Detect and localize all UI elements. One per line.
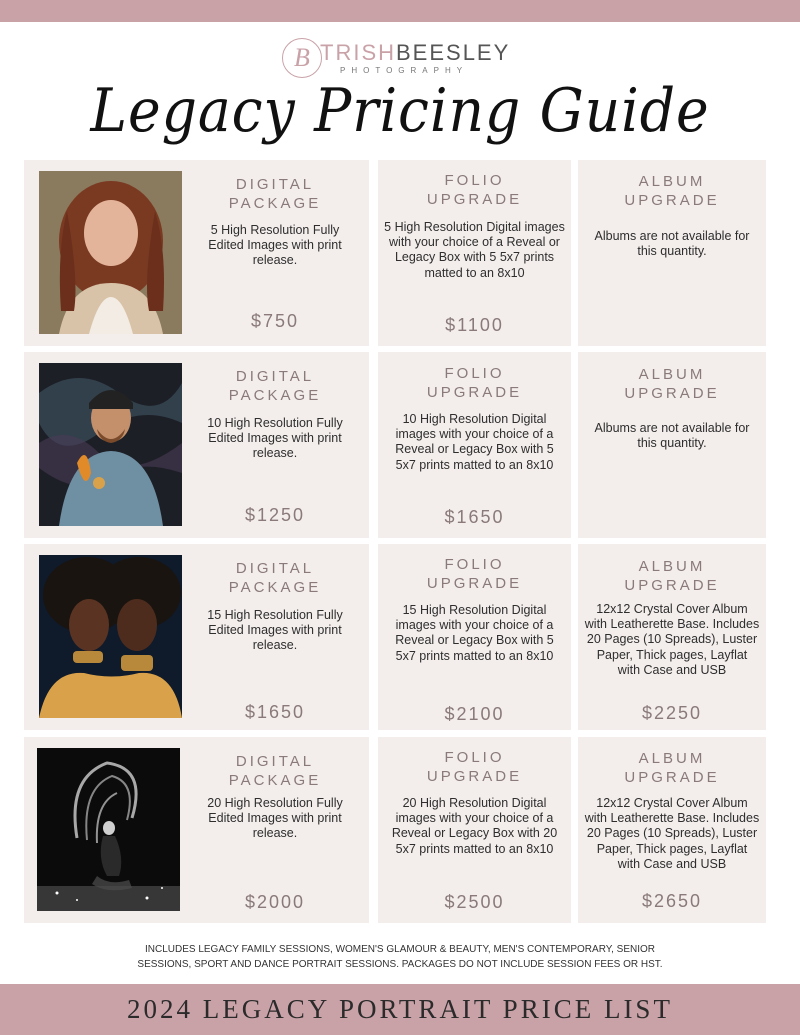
folio-description: 20 High Resolution Digital images with your choice of a Reveal or Legacy Box with 20 5x7 prints matted to an 8x10 bbox=[391, 796, 558, 856]
folio-heading-line2: UPGRADE bbox=[426, 191, 523, 208]
folio-upgrade-card bbox=[378, 160, 571, 346]
folio-heading-line2: UPGRADE bbox=[426, 768, 523, 785]
digital-text bbox=[194, 160, 356, 346]
digital-heading-line2: PACKAGE bbox=[228, 387, 322, 404]
digital-heading-line2: PACKAGE bbox=[228, 772, 322, 789]
album-heading-line2: UPGRADE bbox=[624, 769, 720, 786]
album-upgrade-card bbox=[578, 352, 766, 538]
sessions-footnote bbox=[60, 942, 740, 972]
digital-heading-line2: PACKAGE bbox=[228, 195, 322, 212]
brand-name-last: BEESLEY bbox=[396, 40, 511, 65]
album-heading-line2: UPGRADE bbox=[624, 385, 720, 402]
album-heading-line1: ALBUM bbox=[638, 750, 706, 767]
folio-text bbox=[378, 544, 571, 730]
top-accent-bar bbox=[0, 0, 800, 22]
album-text bbox=[578, 544, 766, 730]
album-description: 12x12 Crystal Cover Album with Leatherette Base. Includes 20 Pages (10 Spreads), Luster Paper, Thick pages, Layflat with Case and USB bbox=[584, 796, 760, 871]
album-heading-line1: ALBUM bbox=[638, 366, 706, 383]
digital-description: 15 High Resolution Fully Edited Images with print release. bbox=[207, 608, 343, 653]
digital-price: $2000 bbox=[244, 892, 306, 912]
digital-package-card bbox=[24, 352, 369, 538]
two-women-portrait-photo bbox=[39, 555, 182, 718]
digital-price: $1650 bbox=[244, 702, 306, 722]
album-upgrade-card bbox=[578, 544, 766, 730]
digital-heading-line1: DIGITAL bbox=[235, 560, 315, 577]
folio-heading-line1: FOLIO bbox=[444, 172, 505, 189]
album-upgrade-card bbox=[578, 160, 766, 346]
digital-text bbox=[194, 544, 356, 730]
folio-price: $1100 bbox=[445, 315, 504, 335]
album-heading-line1: ALBUM bbox=[638, 173, 706, 190]
folio-heading-line2: UPGRADE bbox=[426, 384, 523, 401]
folio-heading-line2: UPGRADE bbox=[426, 575, 523, 592]
folio-upgrade-card bbox=[378, 737, 571, 923]
digital-heading-line1: DIGITAL bbox=[235, 176, 315, 193]
brand-name-first: TRISH bbox=[320, 40, 396, 65]
digital-description: 20 High Resolution Fully Edited Images with print release. bbox=[207, 796, 343, 841]
pricing-row bbox=[24, 737, 766, 923]
digital-heading-line1: DIGITAL bbox=[235, 753, 315, 770]
album-heading-line1: ALBUM bbox=[638, 558, 706, 575]
brand-name bbox=[320, 40, 510, 66]
album-text bbox=[578, 160, 766, 346]
folio-description: 5 High Resolution Digital images with your choice of a Reveal or Legacy Box with 5 5x7 prints matted to an 8x10 bbox=[384, 220, 565, 280]
portrait-photo bbox=[39, 171, 182, 334]
digital-text bbox=[194, 352, 356, 538]
album-text bbox=[578, 737, 766, 923]
folio-text bbox=[378, 737, 571, 923]
footer-bar bbox=[0, 984, 800, 1035]
footer-title: 2024 LEGACY PORTRAIT PRICE LIST bbox=[127, 994, 673, 1024]
album-upgrade-card bbox=[578, 737, 766, 923]
folio-price: $2500 bbox=[444, 892, 505, 912]
folio-text bbox=[378, 352, 571, 538]
folio-heading-line1: FOLIO bbox=[444, 556, 505, 573]
footnote-line2: SESSIONS, SPORT AND DANCE PORTRAIT SESSIONS. PACKAGES DO NOT INCLUDE SESSION FEES OR HST. bbox=[137, 959, 663, 970]
folio-heading-line1: FOLIO bbox=[444, 749, 505, 766]
album-heading-line2: UPGRADE bbox=[624, 192, 720, 209]
digital-package-card bbox=[24, 160, 369, 346]
baseball-portrait-photo bbox=[39, 363, 182, 526]
brand-monogram: B bbox=[282, 38, 322, 78]
footnote-line1: INCLUDES LEGACY FAMILY SESSIONS, WOMEN'S GLAMOUR & BEAUTY, MEN'S CONTEMPORARY, SENIOR bbox=[144, 944, 656, 955]
album-description: Albums are not available for this quantity. bbox=[594, 229, 750, 259]
album-text bbox=[578, 352, 766, 538]
brand-logo bbox=[282, 36, 522, 80]
digital-price: $750 bbox=[250, 311, 300, 331]
album-heading-line2: UPGRADE bbox=[624, 577, 720, 594]
pricing-row bbox=[24, 160, 766, 346]
folio-text bbox=[378, 160, 571, 346]
digital-package-card bbox=[24, 737, 369, 923]
folio-upgrade-card bbox=[378, 544, 571, 730]
digital-price: $1250 bbox=[244, 505, 306, 525]
digital-description: 10 High Resolution Fully Edited Images with print release. bbox=[207, 416, 343, 461]
digital-heading-line2: PACKAGE bbox=[228, 579, 322, 596]
album-description: Albums are not available for this quantity. bbox=[594, 421, 750, 451]
pricing-row bbox=[24, 352, 766, 538]
folio-description: 15 High Resolution Digital images with your choice of a Reveal or Legacy Box with 5 5x7 prints matted to an 8x10 bbox=[395, 603, 554, 663]
album-price: $2650 bbox=[641, 891, 703, 911]
brand-subtitle: PHOTOGRAPHY bbox=[340, 66, 469, 75]
folio-heading-line1: FOLIO bbox=[444, 365, 505, 382]
folio-upgrade-card bbox=[378, 352, 571, 538]
digital-description: 5 High Resolution Fully Edited Images with print release. bbox=[208, 223, 342, 268]
digital-heading-line1: DIGITAL bbox=[235, 368, 315, 385]
dancer-splash-photo bbox=[37, 748, 180, 911]
album-description: 12x12 Crystal Cover Album with Leatherette Base. Includes 20 Pages (10 Spreads), Luster Paper, Thick pages, Layflat with Case and USB bbox=[584, 602, 760, 677]
digital-text bbox=[194, 737, 356, 923]
folio-description: 10 High Resolution Digital images with your choice of a Reveal or Legacy Box with 5 5x7 prints matted to an 8x10 bbox=[395, 412, 554, 472]
folio-price: $2100 bbox=[444, 704, 505, 724]
pricing-row bbox=[24, 544, 766, 730]
digital-package-card bbox=[24, 544, 369, 730]
page-title: Legacy Pricing Guide bbox=[90, 76, 710, 146]
folio-price: $1650 bbox=[444, 507, 505, 527]
album-price: $2250 bbox=[641, 703, 703, 723]
